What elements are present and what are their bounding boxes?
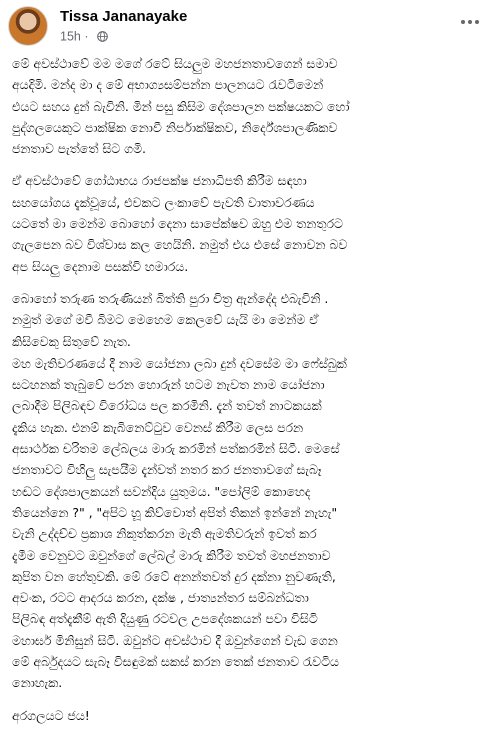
post-paragraph: මහ මැතිවරණයේ දී නාම යෝජනා ලබා දුන් දවසේම මා ෆේස්බුක් සටහනක් තැබුවේ පරන හොරුන් හටම නැවත නාම යෝජනා ලබාදීම පිලිබඳව විරෝධය පල කරමිනි. දැන් තවත් නාටකයක් දැකිය හැක. එනම් කැබිනෙට්ටුව වෙනස් කිරීම ලෙස පරන අසාර්ථක චරිතම ලේබලය මාරු කරමින් පත්කරමින් සිටී. මෙසේ ජනතාවට විහිලු සැපයීම දැන්වත් නතර කර ජනතාවගේ සැබෑ හඬට දේශපාලකයන් සවන්දිය යුතුමය. "පෝලිම් කොහෙද තියෙන්නෙ ?" , "අපිට හූ කිව්වොත් අපිත් තිකන් ඉන්නේ නැහැ" වැනි උද්දච්ච ප්‍රකාශ නිකුත්කරන මැති ඇමතිවරුන් ඉවත් කර දැමීම වෙනුවට ඔවුන්ගේ ලේබල් මාරු කිරීම තවත් මහජනතාව කුපිත වන හේතුවකි. මේ රටේ අනන්තවත් දුර දක්නා නුවණැති, අවංක, රටට ආදරය කරන, දක්ෂ , ජාත්‍යන්තර සම්බන්ධතා පිලිබඳ අත්දැකීම් ඇති දියුණු රටවල උපදේශකයන් පවා විසිටි මහාර්ඝ මිනිසුන් සිටී. ඔවුන්ට අවස්ථාව දී ඔවුන්ගෙන් වැඩ ගෙන මේ අර්බුදයට සැබෑ විසඳුමක් සකස් කරන තෙක් ජනතාව රැවටිය නොහැක. (12, 355, 347, 691)
post-paragraph: ඒ අවස්ථාවේ ගෝඨාභය රාජපක්ෂ ජනාධිපති කිරීම සඳහා සහයෝගය දැක්වූයේ, එවකට ලංකාවේ පැවති වාතාවරණය යටතේ මා මෙන්ම බොහෝ දෙනා සාපේක්ෂව ඔහු එම තනතුරට ගැලපෙන බව විශ්වාස කල හෙයිනි. නමුත් එය එසේ නොවන බව අප සියලු දෙනාම පසක්වි හමාරය. (12, 173, 348, 274)
post-header (8, 6, 488, 46)
post-meta (60, 29, 108, 44)
post-paragraph: අරගලයට ජය! (12, 707, 90, 723)
more-horizontal-icon[interactable] (458, 14, 482, 30)
author-name[interactable]: Tissa Jananayake (60, 8, 188, 25)
globe-icon[interactable] (97, 31, 108, 42)
post-body (12, 53, 488, 737)
post-time[interactable]: 15h (60, 29, 81, 44)
post-paragraph: මේ අවස්ථාවේ මම මගේ රටේ සියලුම මහජනතාවගෙන් සමාව අයදිමි. මන්ද මා ද මේ අභාග්‍යසම්පන්න පාලනයට රැවටීමෙන් එයට සහය දුන් බැවිනි. මින් පසු කිසිම දේශපාලන පක්ෂයකට හෝ පුද්ගලයෙකුට පාක්ෂික නොවී නිර්පාක්ෂිකව, නිර්දේශපාලණිකව ජනතාව පැත්තේ සිට ගමි. (12, 56, 350, 157)
meta-separator: · (84, 29, 89, 44)
post-paragraph: බොහෝ තරුණ තරුණියන් බිත්ති පුරා චිත්‍ර ඇන්දේද එබැවිනි . නමුත් මගේ මවී බිමට මෙහෙම කෙලවේ යැයි මා මෙන්ම ඒ කිසිවෙකු සිතුවේ නැත. (12, 290, 329, 349)
author-avatar[interactable] (8, 6, 48, 46)
